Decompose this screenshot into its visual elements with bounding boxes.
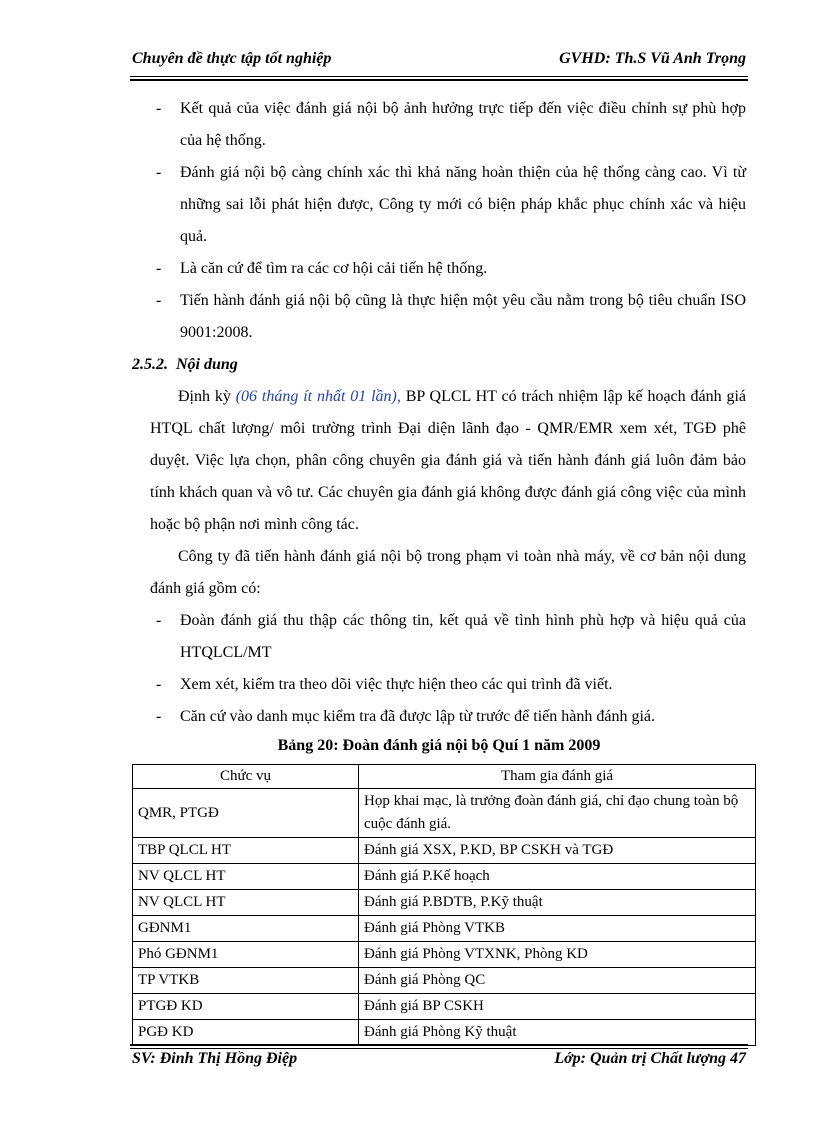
header-rule-thick — [130, 79, 748, 81]
cell-participation: Đánh giá XSX, P.KD, BP CSKH và TGĐ — [359, 838, 756, 864]
bullet-item — [150, 605, 746, 669]
column-header-participation: Tham gia đánh giá — [359, 765, 756, 789]
table-row — [133, 838, 756, 864]
table-row — [133, 1020, 756, 1046]
cell-participation: Đánh giá BP CSKH — [359, 994, 756, 1020]
page-footer — [132, 1050, 746, 1074]
table-row — [133, 916, 756, 942]
bullet-text: Xem xét, kiểm tra theo dõi việc thực hiện theo các qui trình đã viết. — [180, 676, 613, 693]
paragraph-scope: Công ty đã tiến hành đánh giá nội bộ trong phạm vi toàn nhà máy, về cơ bản nội dung đánh giá gồm có: — [150, 548, 746, 597]
bullet-dash: - — [156, 292, 162, 309]
footer-rule-thick — [130, 1044, 748, 1046]
audit-team-table — [132, 764, 756, 1046]
cell-position: TBP QLCL HT — [133, 838, 359, 864]
bullet-item — [150, 285, 746, 349]
cell-position: PGĐ KD — [133, 1020, 359, 1046]
header-title: Chuyên đề thực tập tốt nghiệp — [132, 50, 332, 67]
cell-participation: Đánh giá Phòng VTKB — [359, 916, 756, 942]
table-row — [133, 864, 756, 890]
table-row — [133, 968, 756, 994]
cell-position: TP VTKB — [133, 968, 359, 994]
table-row — [133, 890, 756, 916]
cell-position: QMR, PTGĐ — [133, 789, 359, 838]
cell-participation: Đánh giá P.Kế hoạch — [359, 864, 756, 890]
bullet-dash: - — [156, 260, 162, 277]
page-header — [132, 50, 746, 74]
bullet-dash: - — [156, 612, 162, 629]
bullet-text: Căn cứ vào danh mục kiểm tra đã được lập từ trước để tiến hành đánh giá. — [180, 708, 656, 725]
cell-participation: Đánh giá P.BDTB, P.Kỹ thuật — [359, 890, 756, 916]
cell-participation: Đánh giá Phòng QC — [359, 968, 756, 994]
cell-participation: Họp khai mạc, là trưởng đoàn đánh giá, chỉ đạo chung toàn bộ cuộc đánh giá. — [359, 789, 756, 838]
cell-position: PTGĐ KD — [133, 994, 359, 1020]
footer-student: SV: Đinh Thị Hồng Điệp — [132, 1050, 298, 1067]
para-text: BP QLCL HT có trách nhiệm lập kế hoạch đánh giá HTQL chất lượng/ môi trường trình Đại diện lãnh đạo - QMR/EMR xem xét, TGĐ phê duyệt. Việc lựa chọn, phân công chuyên gia đánh giá và tiến hành đánh giá luôn đảm bảo tính khách quan và vô tư. Các chuyên gia đánh giá không được đánh giá công việc của mình hoặc bộ phận nơi mình công tác. — [150, 388, 747, 533]
section-title: Nội dung — [176, 356, 238, 373]
bullet-dash: - — [156, 100, 162, 117]
table-row — [133, 994, 756, 1020]
section-number: 2.5.2. — [132, 356, 168, 373]
bullet-item — [150, 157, 746, 253]
header-advisor: GVHD: Th.S Vũ Anh Trọng — [559, 50, 746, 67]
footer-rule — [130, 1048, 748, 1049]
cell-position: NV QLCL HT — [133, 864, 359, 890]
table-row — [133, 789, 756, 838]
bullet-dash: - — [156, 676, 162, 693]
cell-position: Phó GĐNM1 — [133, 942, 359, 968]
bullet-item — [150, 669, 746, 701]
cell-participation: Đánh giá Phòng Kỹ thuật — [359, 1020, 756, 1046]
bullet-text: Tiến hành đánh giá nội bộ cũng là thực hiện một yêu cầu nằm trong bộ tiêu chuẩn ISO 9001:2008. — [180, 292, 746, 341]
bullet-text: Là căn cứ để tìm ra các cơ hội cải tiến hệ thống. — [180, 260, 488, 277]
bullet-item — [150, 253, 746, 285]
bullet-dash: - — [156, 164, 162, 181]
bullet-text: Đánh giá nội bộ càng chính xác thì khả năng hoàn thiện của hệ thống càng cao. Vì từ những sai lỗi phát hiện được, Công ty mới có biện pháp khắc phục chính xác và hiệu quả. — [180, 164, 746, 245]
frequency-highlight: (06 tháng ít nhất 01 lần), — [235, 388, 401, 405]
table-header-row — [133, 765, 756, 789]
cell-position: NV QLCL HT — [133, 890, 359, 916]
bullet-text: Đoàn đánh giá thu thập các thông tin, kết quả về tình hình phù hợp và hiệu quả của HTQLCL/MT — [180, 612, 746, 661]
section-heading — [132, 349, 746, 381]
paragraph-schedule — [150, 381, 746, 541]
para-text: Định kỳ — [178, 388, 236, 405]
bullet-item — [150, 93, 746, 157]
column-header-position: Chức vụ — [133, 765, 359, 789]
bullet-item — [150, 701, 746, 733]
header-rule — [130, 76, 748, 77]
table-caption: Bảng 20: Đoàn đánh giá nội bộ Quí 1 năm 2009 — [277, 737, 601, 754]
cell-position: GĐNM1 — [133, 916, 359, 942]
bullet-dash: - — [156, 708, 162, 725]
cell-participation: Đánh giá Phòng VTXNK, Phòng KD — [359, 942, 756, 968]
bullet-text: Kết quả của việc đánh giá nội bộ ảnh hưởng trực tiếp đến việc điều chỉnh sự phù hợp của hệ thống. — [180, 100, 746, 149]
table-row — [133, 942, 756, 968]
footer-class: Lớp: Quản trị Chất lượng 47 — [554, 1050, 746, 1067]
body-content — [132, 93, 747, 761]
